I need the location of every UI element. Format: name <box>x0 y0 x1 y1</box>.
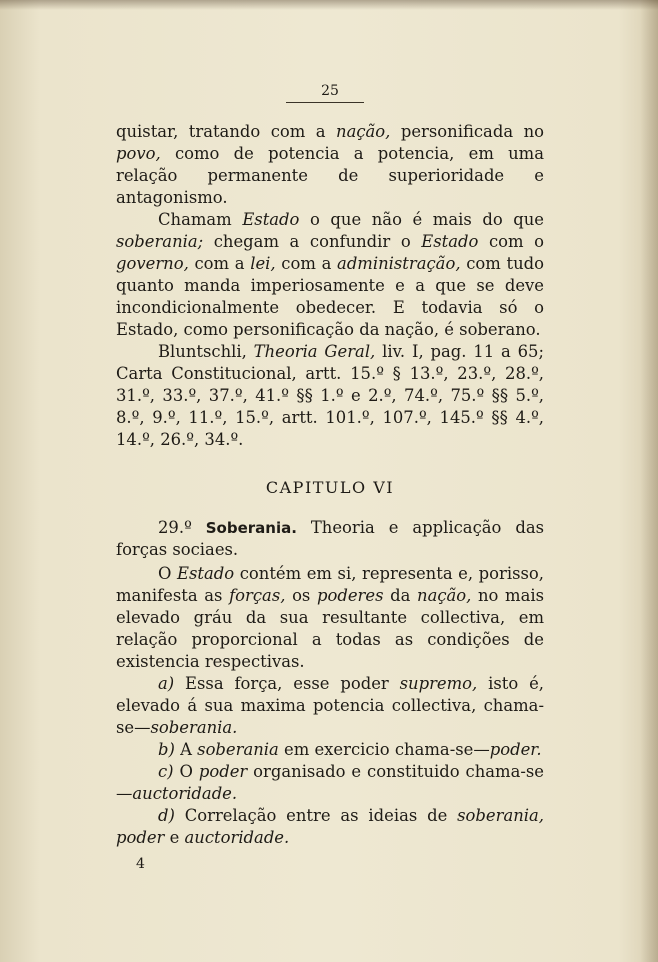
text-run: poderes <box>316 586 384 605</box>
text-run: Theoria Geral, <box>253 342 376 361</box>
header-rule <box>286 102 364 103</box>
text-run: Soberania. <box>205 519 297 537</box>
text-run: com o <box>478 232 544 251</box>
text-run: 29.º <box>158 518 206 537</box>
signature-mark: 4 <box>136 856 145 872</box>
text-run: personificada no <box>390 122 544 141</box>
text-run: liv. I, pag. 11 a 65; Carta Constitucional, artt. 15.º § 13.º, 23.º, 28.º, 31.º, 33.º, 37.º, 41.º §§ 1.º e 2.º, 74.º, 75.º §§ 5.º, 8.º, 9.º, 11.º, 15.º, artt. 101.º, 107.º, 145.º §§ 4.º, 14.º, 26.º, 34.º. <box>116 342 544 449</box>
page-body <box>116 82 544 875</box>
text-run: soberania. <box>150 718 238 737</box>
paragraph-forces <box>116 563 544 673</box>
section-title <box>116 517 544 561</box>
text-run: com a <box>275 254 338 273</box>
text-run: a) <box>158 674 175 693</box>
text-run: b) <box>158 740 175 759</box>
text-run: Bluntschli, <box>158 342 254 361</box>
text-run: Estado <box>421 232 479 251</box>
page-number: 25 <box>321 83 339 99</box>
text-run: Chamam <box>158 210 243 229</box>
text-run: poder. <box>489 740 542 759</box>
text-run: poder <box>198 762 248 781</box>
text-run: e <box>164 828 185 847</box>
page-edge-shadow <box>640 0 658 962</box>
text-run: contém em si, representa e, porisso, manifesta as <box>116 564 545 605</box>
text-run: soberania, <box>457 806 544 825</box>
text-run: isto é, elevado á sua maxima potencia collectiva, chama-se— <box>116 674 544 737</box>
text-run: O <box>173 762 199 781</box>
text-run: Estado <box>242 210 300 229</box>
text-run: povo, <box>116 144 161 163</box>
text-run: soberania; <box>116 232 204 251</box>
text-run: no mais elevado gráu da sua resultante collectiva, em relação proporcional a todas as condições de existencia respectivas. <box>116 586 545 671</box>
paragraph-estado <box>116 209 544 341</box>
text-run: poder <box>116 828 165 847</box>
text-run: nação, <box>336 122 391 141</box>
text-run: da <box>383 586 418 605</box>
text-run: como de potencia a potencia, em uma relação permanente de superioridade e antagonismo. <box>116 144 544 207</box>
text-run: d) <box>158 806 175 825</box>
text-run: forças, <box>229 586 286 605</box>
chapter-heading: CAPITULO VI <box>265 478 395 497</box>
page-top-shadow <box>0 0 658 10</box>
text-run: Essa força, esse poder <box>174 674 400 693</box>
text-run: soberania <box>197 740 279 759</box>
text-run: em exercicio chama-se— <box>278 740 490 759</box>
text-run: Theoria e applicação das forças sociaes. <box>116 518 545 559</box>
text-run: O <box>158 564 178 583</box>
text-run: os <box>285 586 317 605</box>
text-run: supremo, <box>399 674 478 693</box>
text-run: Estado <box>177 564 235 583</box>
text-run: quistar, tratando com a <box>116 122 337 141</box>
text-run: c) <box>158 762 174 781</box>
text-run: governo, <box>116 254 189 273</box>
text-run: auctoridade. <box>184 828 290 847</box>
paragraph-references <box>116 341 544 451</box>
text-run: com tudo quanto manda imperiosamente e a que se deve incondicionalmente obedecer. E todavia só o Estado, como personificação da nação, é soberano. <box>116 254 544 339</box>
item-a <box>116 673 544 739</box>
text-run: A <box>174 740 198 759</box>
item-c <box>116 761 544 805</box>
text-run: auctoridade. <box>132 784 238 803</box>
text-run: nação, <box>417 586 472 605</box>
text-run: Correlação entre as ideias de <box>174 806 458 825</box>
text-run: o que não é mais do que <box>299 210 545 229</box>
text-run: organisado e constituido chama-se— <box>116 762 544 803</box>
item-b <box>116 739 544 761</box>
item-d <box>116 805 544 849</box>
text-run: chegam a confundir o <box>203 232 422 251</box>
text-run: com a <box>188 254 251 273</box>
text-run: administração, <box>337 254 461 273</box>
text-run: lei, <box>250 254 276 273</box>
paragraph-continuation <box>116 121 544 209</box>
